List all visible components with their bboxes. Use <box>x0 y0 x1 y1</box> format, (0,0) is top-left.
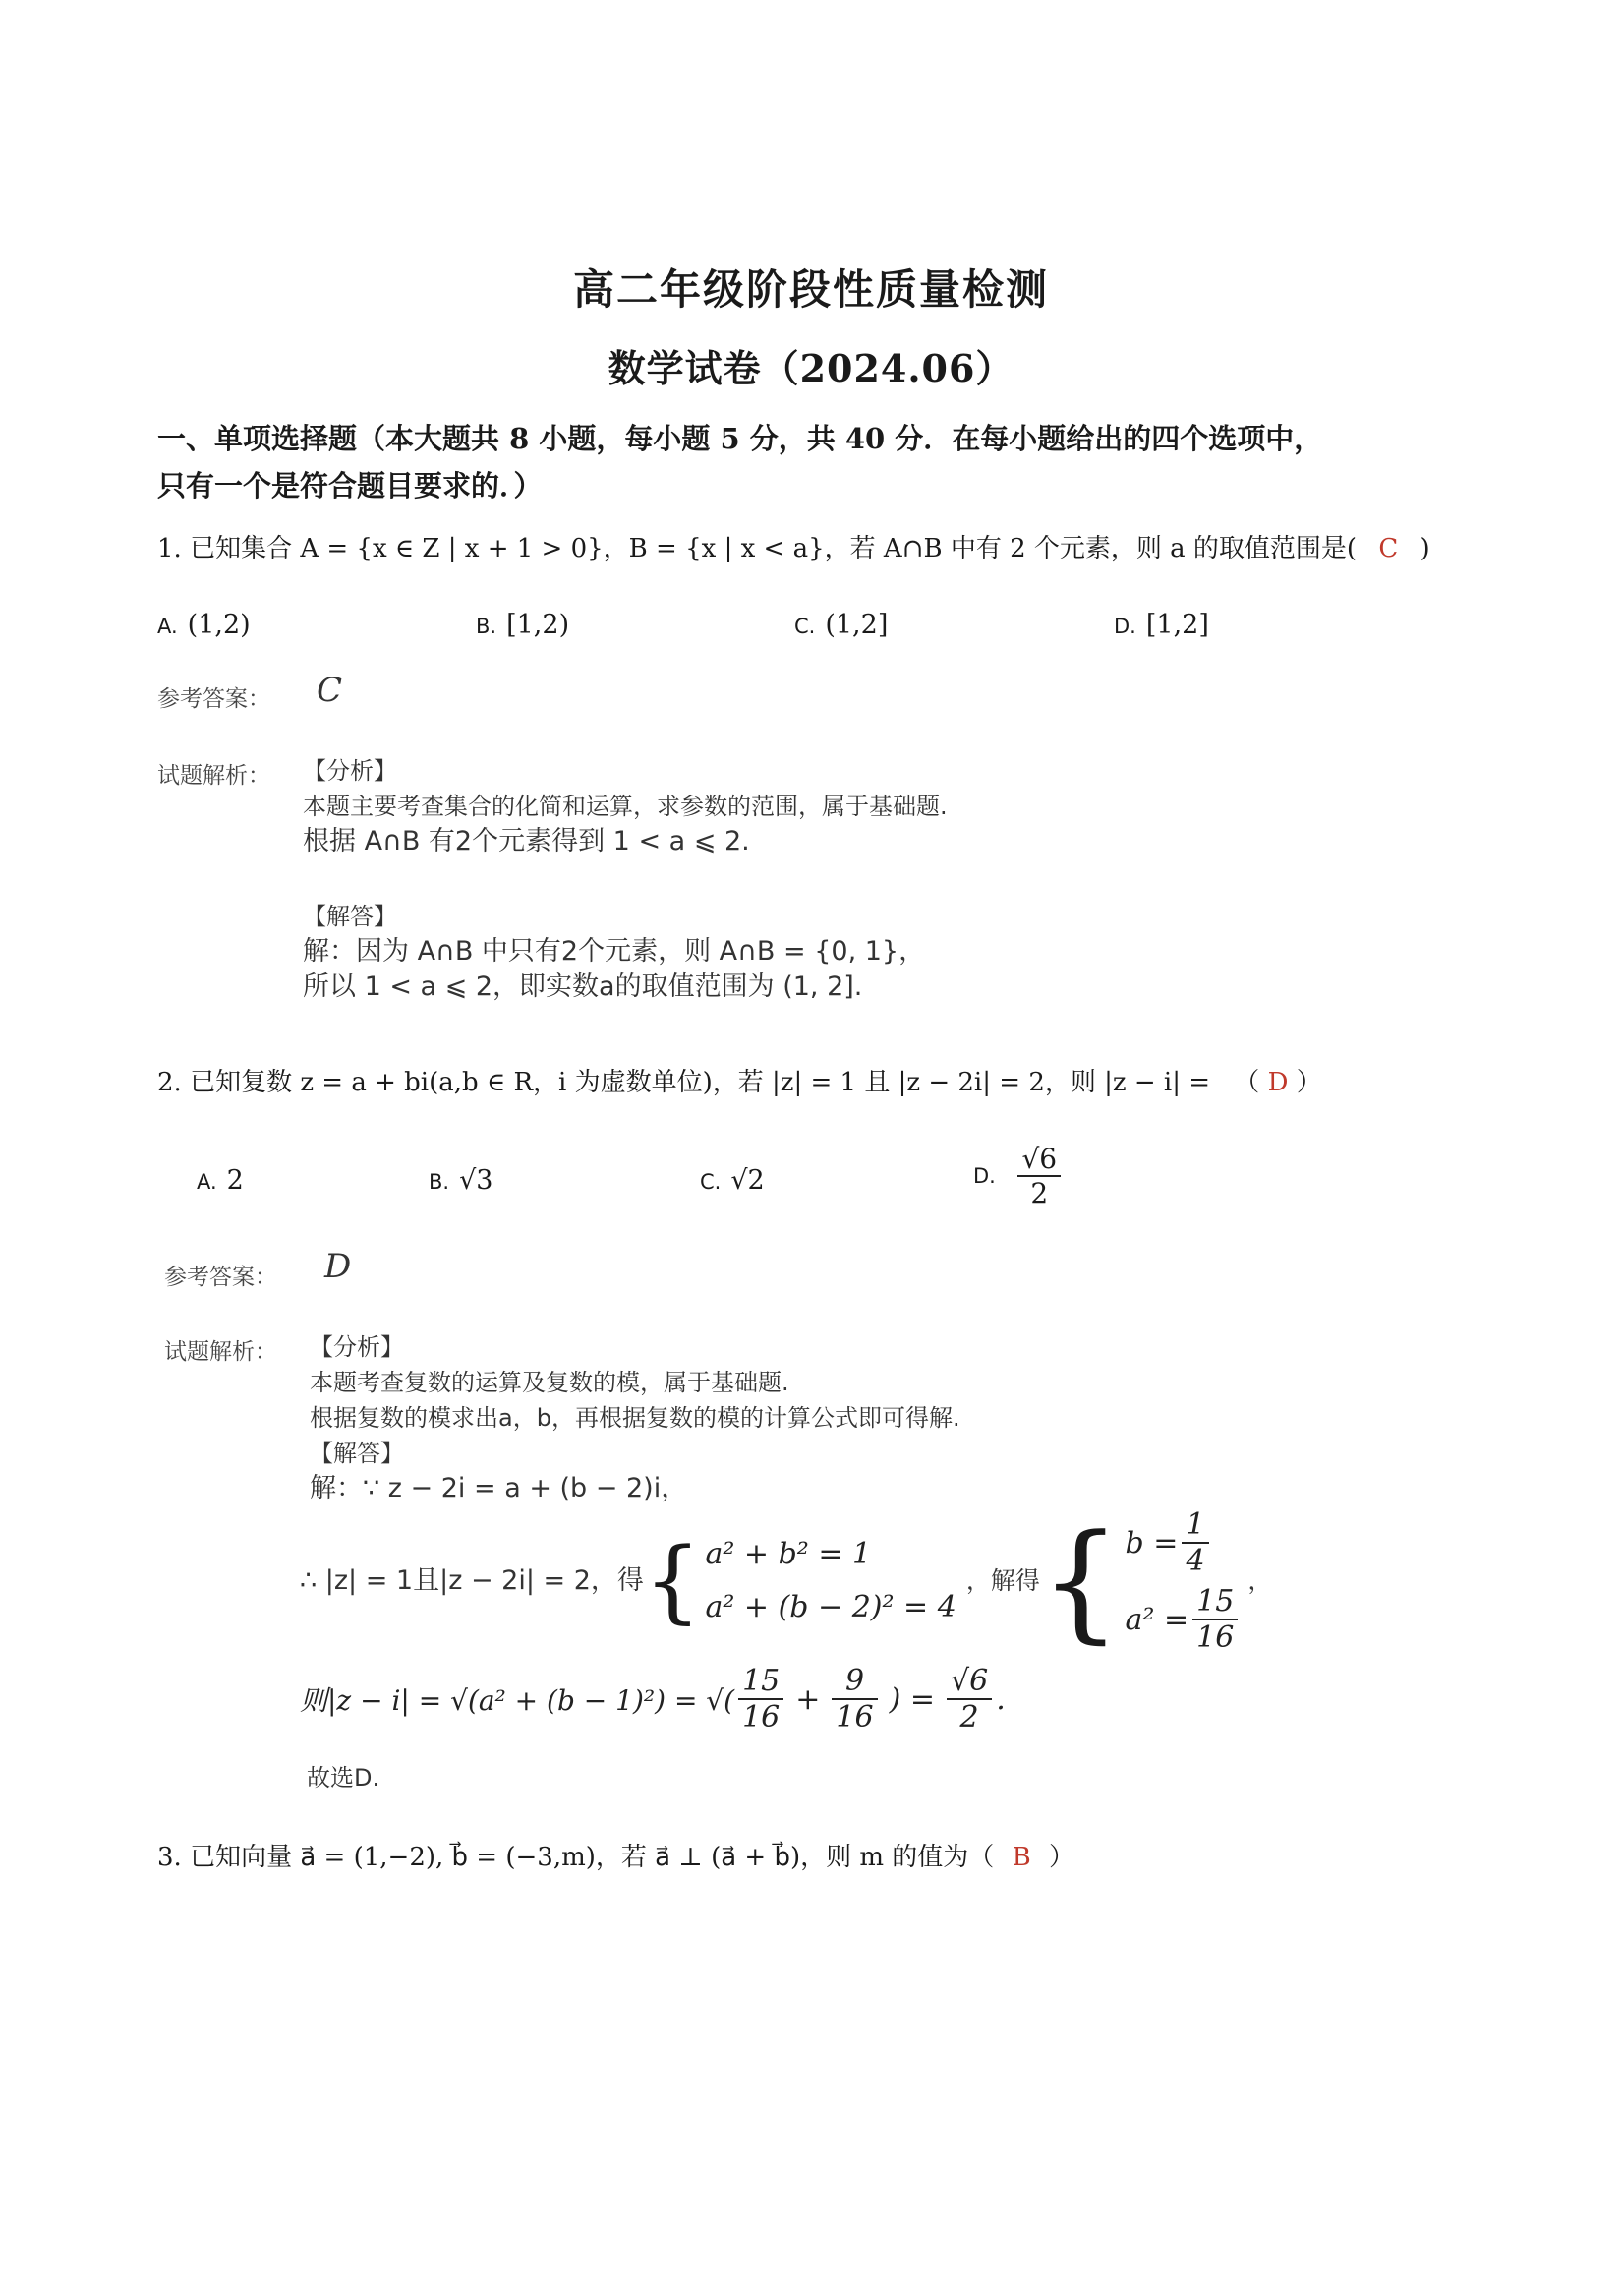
question-1-close: ) <box>1419 534 1430 563</box>
question-1-option-a <box>157 610 251 640</box>
fraction-numerator: √6 <box>947 1664 992 1700</box>
fraction-denominator: 16 <box>742 1700 781 1735</box>
option-value: [1,2] <box>1145 610 1209 640</box>
question-1-analysis-label: 试题解析： <box>157 763 270 789</box>
fenxi-line-1: 本题主要考查集合的化简和运算，求参数的范围，属于基础题. <box>303 793 948 820</box>
option-label: D. <box>973 1164 996 1188</box>
question-2-step-2 <box>300 1504 1272 1658</box>
question-2-text: 2. 已知复数 z = a + bi(a,b ∈ R，i 为虚数单位)，若 |z| = 1 且 |z − 2i| = 2，则 |z − i| = <box>157 1068 1211 1097</box>
equation-system-1 <box>705 1528 956 1634</box>
question-2-ref-answer: D <box>324 1247 352 1286</box>
step-3-prefix: 则|z − i| = √(a² + (b − 1)²) = √( <box>300 1684 735 1717</box>
fraction-numerator: 15 <box>1192 1584 1238 1620</box>
question-3-stem <box>157 1837 1074 1873</box>
option-value: [1,2) <box>506 610 570 640</box>
option-value: (1,2) <box>187 610 251 640</box>
option-label: B. <box>429 1170 450 1194</box>
system-2-row-b <box>1126 1504 1243 1581</box>
question-2-close: ） <box>1296 1068 1322 1097</box>
step-3-plus: + <box>795 1681 821 1717</box>
fenxi-heading: 【分析】 <box>310 1333 404 1361</box>
question-3-answer-mark: B <box>1012 1843 1031 1872</box>
question-2-analysis-label: 试题解析： <box>164 1339 277 1365</box>
system-2-row-a <box>1126 1581 1243 1658</box>
option-value: √2 <box>730 1165 765 1196</box>
question-2-open: （ <box>1234 1068 1260 1097</box>
question-2-option-c <box>700 1165 765 1196</box>
question-3-close: ） <box>1048 1843 1074 1872</box>
left-brace-1: { <box>643 1528 702 1633</box>
question-2-option-a <box>197 1165 244 1196</box>
question-2-option-b <box>429 1165 492 1196</box>
system-1-equation-1: a² + b² = 1 <box>705 1537 872 1571</box>
question-1-option-d <box>1114 610 1209 640</box>
exam-subtitle: 数学试卷（2024.06） <box>608 346 1014 390</box>
option-label: A. <box>197 1170 217 1194</box>
left-brace-2: { <box>1039 1506 1122 1656</box>
question-1-ref-answer: C <box>317 671 343 710</box>
question-2-step-3 <box>300 1664 1006 1735</box>
fraction-denominator: 16 <box>1196 1620 1235 1655</box>
jieda-heading: 【解答】 <box>310 1440 404 1467</box>
fraction-numerator: 1 <box>1182 1507 1208 1544</box>
equation-system-2 <box>1126 1504 1243 1658</box>
fenxi-line-2: 根据复数的模求出a，b，再根据复数的模的计算公式即可得解. <box>310 1404 960 1432</box>
step-3-end: . <box>996 1681 1006 1717</box>
step-3-fraction-1 <box>738 1664 783 1735</box>
option-label: A. <box>157 615 178 638</box>
fraction-numerator: 15 <box>738 1664 783 1700</box>
step-2-end: ， <box>1247 1566 1273 1595</box>
exam-title: 高二年级阶段性质量检测 <box>572 265 1049 314</box>
fraction-denominator: 16 <box>836 1700 874 1735</box>
step-2-prefix: ∴ |z| = 1且|z − 2i| = 2，得 <box>300 1565 644 1596</box>
question-1-text: 1. 已知集合 A = {x ∈ Z | x + 1 > 0}，B = {x | x < a}，若 A∩B 中有 2 个元素，则 a 的取值范围是( <box>157 534 1358 563</box>
fraction-numerator: 9 <box>832 1664 877 1700</box>
step-3-fraction-2 <box>832 1664 877 1735</box>
option-label: C. <box>794 615 816 638</box>
jieda-heading: 【解答】 <box>303 903 397 930</box>
question-3-text: 3. 已知向量 a⃗ = (1,−2), b⃗ = (−3,m)，若 a⃗ ⊥ (a⃗ + b⃗)，则 m 的值为（ <box>157 1843 995 1872</box>
fenxi-heading: 【分析】 <box>303 757 397 785</box>
section-heading-line2: 只有一个是符合题目要求的．） <box>157 469 543 502</box>
question-2-stem <box>157 1062 1322 1098</box>
question-1-stem <box>157 528 1430 564</box>
option-label: B. <box>476 615 497 638</box>
option-value: √3 <box>459 1165 493 1196</box>
system-2-a-lhs: a² = <box>1125 1602 1189 1637</box>
system-1-equation-2: a² + (b − 2)² = 4 <box>705 1590 956 1624</box>
fraction-numerator: √6 <box>1017 1143 1061 1177</box>
question-2-option-d <box>973 1143 1065 1209</box>
question-1-option-c <box>794 610 888 640</box>
question-1-option-b <box>476 610 569 640</box>
option-d-fraction <box>1017 1143 1061 1209</box>
question-1-ref-label: 参考答案： <box>157 686 270 712</box>
system-2-a-fraction <box>1192 1584 1238 1655</box>
fraction-denominator: 4 <box>1186 1544 1205 1578</box>
step-2-mid: ，解得 <box>965 1566 1040 1595</box>
question-1-answer-mark: C <box>1378 534 1399 563</box>
option-label: C. <box>700 1170 722 1194</box>
jieda-step-1: 解：∵ z − 2i = a + (b − 2)i， <box>310 1473 688 1503</box>
question-1-analysis-block <box>303 753 948 1005</box>
system-2-b-lhs: b = <box>1125 1525 1179 1560</box>
option-label: D. <box>1114 615 1136 638</box>
option-value: (1,2] <box>825 610 889 640</box>
fraction-denominator: 2 <box>959 1700 979 1735</box>
question-2-answer-mark: D <box>1267 1068 1289 1097</box>
question-2-analysis-block <box>310 1329 960 1506</box>
option-value: 2 <box>226 1165 244 1196</box>
fenxi-line-1: 本题考查复数的运算及复数的模，属于基础题. <box>310 1369 789 1396</box>
jieda-line-1: 解：因为 A∩B 中只有2个元素，则 A∩B = {0, 1}， <box>303 936 926 967</box>
section-heading-line1: 一、单项选择题（本大题共 8 小题，每小题 5 分，共 40 分．在每小题给出的四个选项中， <box>157 422 1323 455</box>
fraction-denominator: 2 <box>1030 1177 1049 1209</box>
fenxi-line-2: 根据 A∩B 有2个元素得到 1 < a ⩽ 2. <box>303 826 750 856</box>
step-3-result-fraction <box>947 1664 992 1735</box>
jieda-line-2: 所以 1 < a ⩽ 2，即实数a的取值范围为 (1, 2]. <box>303 971 863 1002</box>
step-3-equals: ) = <box>889 1681 935 1717</box>
question-2-conclusion: 故选D. <box>307 1764 380 1792</box>
system-2-b-fraction <box>1182 1507 1208 1578</box>
question-2-ref-label: 参考答案： <box>164 1265 277 1290</box>
